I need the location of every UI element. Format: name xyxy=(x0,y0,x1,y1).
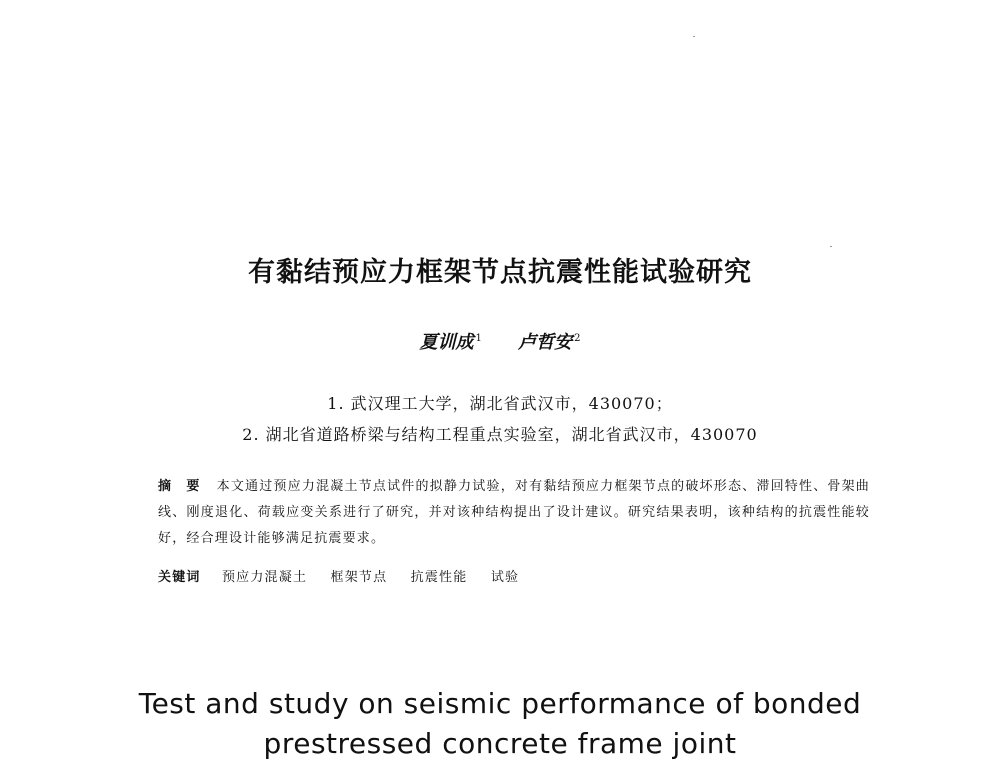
title-line: prestressed concrete frame joint xyxy=(263,727,737,760)
author xyxy=(419,332,481,353)
affiliation-2: 2. 湖北省道路桥梁与结构工程重点实验室，湖北省武汉市，430070 xyxy=(242,425,758,444)
scan-speck xyxy=(830,246,832,247)
author-name: 卢哲安 xyxy=(518,332,573,353)
author-list xyxy=(0,328,1000,354)
affiliation-1: 1. 武汉理工大学，湖北省武汉市，430070； xyxy=(327,394,673,413)
affiliation-mark: 1 xyxy=(475,333,482,344)
author-name: 夏训成 xyxy=(419,332,474,353)
paper-title-chinese: 有黏结预应力框架节点抗震性能试验研究 xyxy=(248,257,752,288)
paper-title-english xyxy=(0,684,1000,764)
keyword: 框架节点 xyxy=(330,570,388,585)
abstract-text: 本文通过预应力混凝土节点试件的拟静力试验，对有黏结预应力框架节点的破坏形态、滞回特性、骨架曲线、刚度退化、荷载应变关系进行了研究，并对该种结构提出了设计建议。研究结果表明，该种结构的抗震性能较好，经合理设计能够满足抗震要求。 xyxy=(158,479,871,546)
keyword: 预应力混凝土 xyxy=(221,570,308,585)
keywords-label: 关键词 xyxy=(158,570,201,585)
affiliation-mark: 2 xyxy=(574,333,581,344)
scan-speck xyxy=(693,36,695,37)
abstract xyxy=(158,474,870,552)
keyword: 抗震性能 xyxy=(410,570,468,585)
title-line: Test and study on seismic performance of bonded xyxy=(138,687,862,720)
abstract-label: 摘 要 xyxy=(158,479,201,494)
keyword: 试验 xyxy=(490,570,520,585)
keywords xyxy=(158,566,537,585)
author xyxy=(518,332,580,353)
